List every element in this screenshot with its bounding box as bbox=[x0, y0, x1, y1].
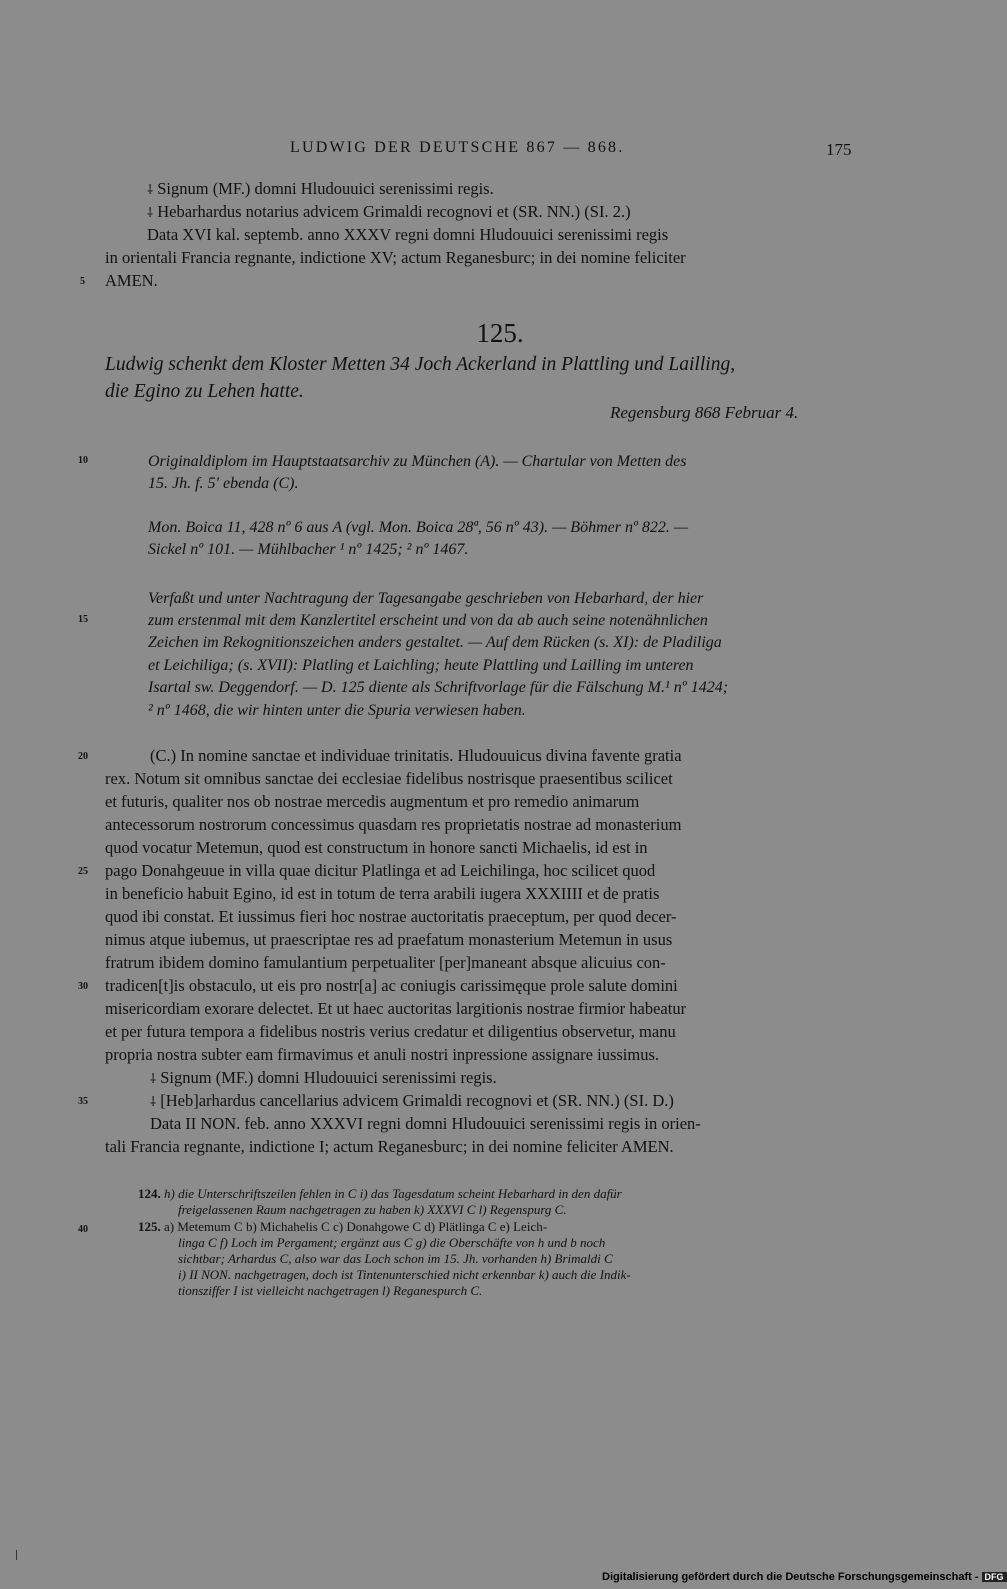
footnote-125-cont: sichtbar; Arhardus C, also war das Loch schon im 15. Jh. vorhanden h) Brimaldi C bbox=[178, 1251, 613, 1266]
dating-line: tali Francia regnante, indictione I; actum Reganesburc; in dei nomine feliciter AMEN. bbox=[105, 1137, 674, 1156]
remarks: Isartal sw. Deggendorf. — D. 125 diente als Schriftvorlage für die Fälschung M.¹ nº 1424; bbox=[148, 679, 729, 696]
footnote-125-cont: linga C f) Loch im Pergament; ergänzt aus C g) die Oberschäfte von h und b noch bbox=[178, 1235, 606, 1250]
remarks: zum erstenmal mit dem Kanzlertitel erscheint und von da ab auch seine notenähnlichen bbox=[148, 612, 708, 629]
source-tradition: 15. Jh. f. 5' ebenda (C). bbox=[148, 475, 299, 492]
footnote-125 bbox=[138, 1219, 547, 1235]
charter-text-line: fratrum ibidem domino famulantium perpetualiter [per]maneant absque alicuius con- bbox=[105, 953, 666, 972]
dfg-logo[interactable]: DFG bbox=[982, 1572, 1007, 1582]
charter-text-line: propria nostra subter eam firmavimus et anuli nostri inpressione assignare iussimus. bbox=[105, 1045, 660, 1064]
scan-mark bbox=[16, 1550, 17, 1560]
dating-line: Data II NON. feb. anno XXXVI regni domni Hludouuici serenissimi regis in orien- bbox=[150, 1114, 701, 1133]
charter-text-line: antecessorum nostrorum concessimus quasdam res proprietatis nostrae ad monasterium bbox=[105, 815, 682, 834]
charter-text-line: in beneficio habuit Egino, id est in totum de terra arabili iugera XXXIIII et de pratis bbox=[105, 884, 660, 903]
line-number: 20 bbox=[78, 751, 88, 762]
remarks: et Leichiliga; (s. XVII): Platling et Laichling; heute Plattling und Lailling im unteren bbox=[148, 657, 694, 674]
charter-text-line: (C.) In nomine sanctae et individuae trinitatis. Hludouuicus divina favente gratia bbox=[150, 746, 682, 765]
doc124-data-line: in orientali Francia regnante, indictione XV; actum Reganesburc; in dei nomine feliciter bbox=[105, 248, 686, 267]
charter-text-line: tradicen[t]is obstaculo, ut eis pro nostr[a] ac coniugis carissimęque prole salute domini bbox=[105, 976, 678, 995]
charter-text-line: quod vocatur Metemun, quod est constructum in honore sancti Michaelis, id est in bbox=[105, 838, 648, 857]
charter-text-line: nimus atque iubemus, ut praescriptae res ad praefatum monasterium Metemun in usus bbox=[105, 930, 673, 949]
line-number: 30 bbox=[78, 981, 88, 992]
cross-mark-icon: ⸸ bbox=[147, 205, 154, 220]
place-date: Regensburg 868 Februar 4. bbox=[610, 403, 799, 422]
charter-text-line: et per futura tempora a fidelibus nostris verius credatur et diligentius observetur, manu bbox=[105, 1022, 676, 1041]
recognition-text: [Heb]arhardus cancellarius advicem Grimaldi recognovi et (SR. NN.) (SI. D.) bbox=[160, 1091, 674, 1110]
regest-title: Ludwig schenkt dem Kloster Metten 34 Joch Ackerland in Plattling und Lailling, bbox=[105, 354, 736, 375]
document-number: 125. bbox=[476, 318, 524, 348]
footnote-125-cont: i) II NON. nachgetragen, doch ist Tintenunterschied nicht erkennbar k) auch die Indik- bbox=[178, 1267, 631, 1282]
signum-text: Signum (MF.) domni Hludouuici serenissimi regis. bbox=[160, 1068, 497, 1087]
source-tradition: Originaldiplom im Hauptstaatsarchiv zu München (A). — Chartular von Metten des bbox=[148, 453, 687, 470]
doc124-amen: AMEN. bbox=[105, 271, 158, 290]
line-number: 5 bbox=[80, 276, 85, 287]
line-number: 40 bbox=[78, 1224, 88, 1235]
remarks: Verfaßt und unter Nachtragung der Tagesangabe geschrieben von Hebarhard, der hier bbox=[148, 590, 704, 607]
literature: Mon. Boica 11, 428 nº 6 aus A (vgl. Mon. Boica 28ª, 56 nº 43). — Böhmer nº 822. — bbox=[148, 519, 689, 536]
footnote-124-cont: freigelassenen Raum nachgetragen zu haben k) XXXVI C l) Regenspurg C. bbox=[178, 1202, 567, 1217]
doc124-recognition-text: Hebarhardus notarius advicem Grimaldi recognovi et (SR. NN.) (SI. 2.) bbox=[157, 202, 631, 221]
footnote-label: 124. bbox=[138, 1186, 161, 1201]
footer-text: Digitalisierung gefördert durch die Deutsche Forschungsgemeinschaft - bbox=[602, 1571, 979, 1583]
line-number: 25 bbox=[78, 866, 88, 877]
footnote-124 bbox=[138, 1186, 622, 1202]
doc124-recognition-line bbox=[147, 201, 631, 225]
line-number: 10 bbox=[78, 455, 88, 466]
charter-text-line: quod ibi constat. Et iussimus fieri hoc nostrae auctoritatis praeceptum, per quod decer- bbox=[105, 907, 677, 926]
doc124-data-line: Data XVI kal. septemb. anno XXXV regni domni Hludouuici serenissimi regis bbox=[147, 225, 669, 244]
footnote-text: a) Metemum C b) Michahelis C c) Donahgowe C d) Plätlinga C e) Leich- bbox=[164, 1219, 548, 1234]
signum-line bbox=[150, 1067, 497, 1091]
charter-text-line: misericordiam exorare delectet. Et ut haec auctoritas largitionis nostrae firmior habeatur bbox=[105, 999, 687, 1018]
cross-mark-icon: ⸸ bbox=[150, 1071, 157, 1086]
footnote-label: 125. bbox=[138, 1219, 161, 1234]
page-number: 175 bbox=[826, 140, 852, 159]
charter-text-line: rex. Notum sit omnibus sanctae dei ecclesiae fidelibus nostrisque praesentibus scilicet bbox=[105, 769, 673, 788]
footnote-125-cont: tionsziffer I ist vielleicht nachgetragen l) Reganespurch C. bbox=[178, 1283, 483, 1298]
literature: Sickel nº 101. — Mühlbacher ¹ nº 1425; ² nº 1467. bbox=[148, 541, 469, 558]
doc124-signum-line bbox=[147, 178, 494, 202]
dfg-footer bbox=[602, 1571, 1007, 1583]
remarks: ² nº 1468, die wir hinten unter die Spuria verwiesen haben. bbox=[148, 702, 526, 719]
charter-text-line: pago Donahgeuue in villa quae dicitur Platlinga et ad Leichilinga, hoc scilicet quod bbox=[105, 861, 656, 880]
regest-title: die Egino zu Lehen hatte. bbox=[105, 381, 304, 402]
line-number: 35 bbox=[78, 1096, 88, 1107]
running-title: LUDWIG DER DEUTSCHE 867 — 868. bbox=[290, 139, 625, 156]
footnote-text: h) die Unterschriftszeilen fehlen in C i) das Tagesdatum scheint Hebarhard in den dafür bbox=[164, 1186, 622, 1201]
line-number: 15 bbox=[78, 614, 88, 625]
charter-text-line: et futuris, qualiter nos ob nostrae mercedis augmentum et pro remedio animarum bbox=[105, 792, 640, 811]
cross-mark-icon: ⸸ bbox=[147, 182, 154, 197]
cross-mark-icon: ⸸ bbox=[150, 1094, 157, 1109]
doc124-signum-text: Signum (MF.) domni Hludouuici serenissimi regis. bbox=[157, 179, 494, 198]
recognition-line bbox=[150, 1090, 674, 1114]
remarks: Zeichen im Rekognitionszeichen anders gestaltet. — Auf dem Rücken (s. XI): de Pladiliga bbox=[148, 634, 722, 651]
